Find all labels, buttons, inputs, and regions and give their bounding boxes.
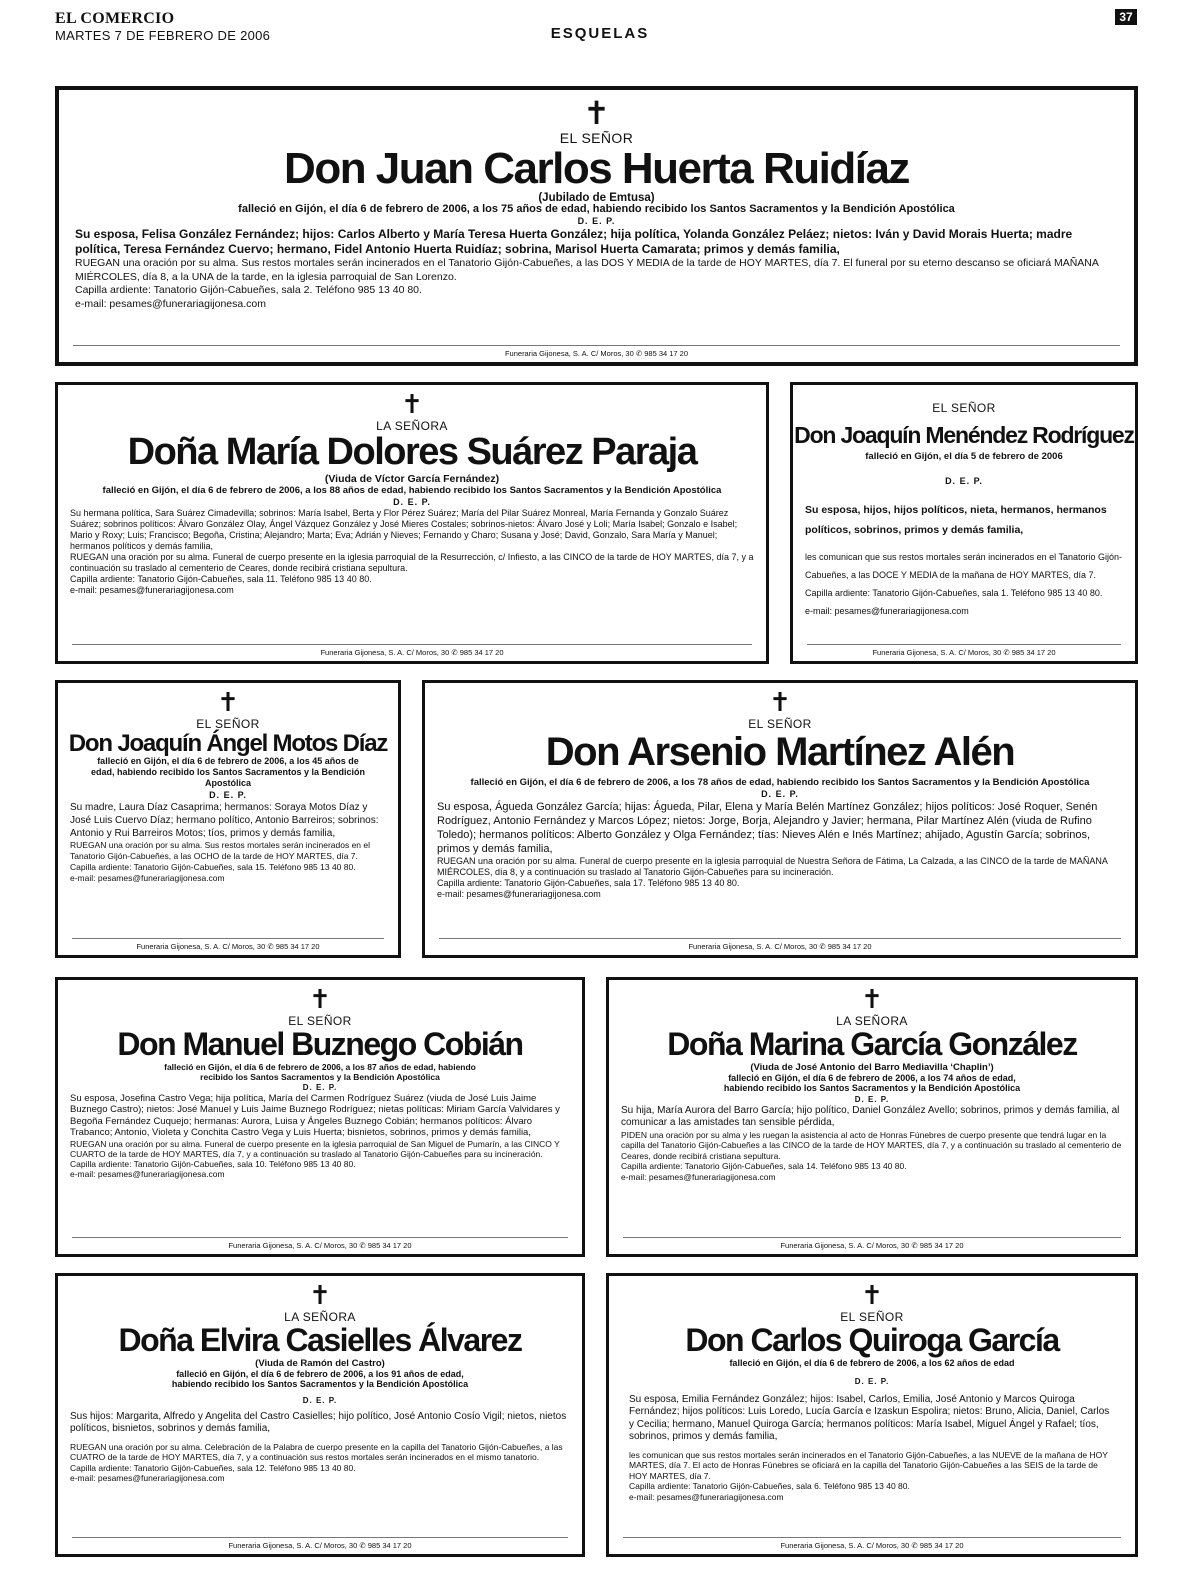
cross-icon: ✝	[401, 390, 423, 420]
chapel-info: Capilla ardiente: Tanatorio Gijón-Cabueñes, sala 10. Teléfono 985 13 40 80.	[70, 1158, 356, 1169]
family-list: Su esposa, hijos, hijos políticos, nieta, hermanos, hermanos políticos, sobrinos, primos y demás familia,	[805, 504, 1107, 537]
section-title: ESQUELAS	[550, 25, 650, 42]
service-details: RUEGAN una oración por su alma. Funeral de cuerpo presente en la iglesia parroquial de San Miguel de Pumarín, a las CINCO Y CUARTO de la tarde de HOY MARTES, día 7, y a continuación su traslado al Tanatorio Gijón-Cabueñes para su incineración.	[70, 1138, 560, 1159]
funeral-home-footer: Funeraria Gijonesa, S. A. C/ Moros, 30 ✆ 985 34 17 20	[504, 349, 689, 358]
chapel-info: Capilla ardiente: Tanatorio Gijón-Cabueñes, sala 11. Teléfono 985 13 40 80.	[70, 573, 372, 584]
funeral-home-footer: Funeraria Gijonesa, S. A. C/ Moros, 30 ✆ 985 34 17 20	[228, 1241, 412, 1250]
deceased-name: Don Joaquín Menéndez Rodríguez	[794, 422, 1134, 448]
email-contact: e-mail: pesames@funerariagijonesa.com	[437, 889, 601, 899]
email-contact: e-mail: pesames@funerariagijonesa.com	[70, 1473, 225, 1484]
death-notice: falleció en Gijón, el día 6 de febrero de 2006, a los 62 años de edad	[729, 1357, 1015, 1368]
cross-icon: ✝	[309, 1281, 331, 1311]
funeral-home-footer: Funeraria Gijonesa, S. A. C/ Moros, 30 ✆ 985 34 17 20	[228, 1541, 412, 1550]
obituary-card	[55, 382, 769, 664]
family-list: Su hermana política, Sara Suárez Cimadevilla; sobrinos: María Isabel, Berta y Flor Pérez Suárez; María del Pilar Suárez Monreal, María Fernanda y Gonzalo Suárez Suárez; sobrinos políticos: Álvaro González Olay, Ángel Vázquez González y José Mieres Costales; sobrinos-nietos: Álvaro José y Loli; María Isabel; Gonzalo e Isabel; Mario y Roxy; Luis; Francisco; Begoña, Cristina; Alejandro; Marta; Eva; Adrián y Nieves; Fernando y Charo; Susana y José; David, Gonzalo, Sara María y Manuel; hermanos políticos y demás familia,	[70, 507, 738, 551]
honorific: EL SEÑOR	[748, 717, 812, 731]
dep-label: D. E. P.	[854, 1376, 890, 1386]
deceased-subtitle: (Viuda de José Antonio del Barro Mediavilla ‘Chaplin’)	[750, 1061, 994, 1073]
obituary-card	[55, 977, 585, 1257]
deceased-name: Doña María Dolores Suárez Paraja	[127, 431, 697, 473]
dep-label: D. E. P.	[302, 1082, 338, 1092]
dep-label: D. E. P.	[577, 216, 616, 227]
newspaper-name: EL COMERCIO	[55, 10, 175, 27]
cross-icon: ✝	[309, 985, 331, 1015]
family-list: Su esposa, Josefina Castro Vega; hija política, María del Carmen Rodríguez Suárez (viuda de José Luis Jaime Buznego Castro); nietos: José Manuel y Luis Jaime Buznego Rodríguez; nietas políticas: Miriam García Valvidares y Begoña Fernández Cuquejo; hermanas: Aurora, Luisa y Ángeles Buznego Cobián; hermanos políticos: Álvaro Trabanco; Antonio, Violeta y Conchita Castro Vega y Luis Huerta; bisnietos, sobrinos, primos y demás familia,	[70, 1092, 560, 1139]
dep-label: D. E. P.	[761, 789, 799, 799]
death-notice: falleció en Gijón, el día 5 de febrero de 2006	[865, 451, 1063, 463]
issue-date: MARTES 7 DE FEBRERO DE 2006	[55, 28, 271, 43]
family-list: Su madre, Laura Díaz Casaprima; hermanos: Soraya Motos Díaz y José Luis Cuervo Díaz; hermano político, Antonio Barreiros; sobrinos: Antonio y Rui Barreiros Motos; tíos, primos y demás familia,	[70, 802, 379, 840]
footer-rule	[623, 1237, 1121, 1238]
deceased-name: Don Arsenio Martínez Alén	[545, 730, 1015, 774]
chapel-info: Capilla ardiente: Tanatorio Gijón-Cabueñes, sala 2. Teléfono 985 13 40 80.	[75, 284, 422, 297]
dep-label: D. E. P.	[302, 1395, 338, 1405]
obituary-card	[606, 1273, 1138, 1557]
cross-icon: ✝	[861, 985, 883, 1015]
dep-label: D. E. P.	[945, 476, 983, 487]
honorific: EL SEÑOR	[559, 130, 634, 146]
funeral-home-footer: Funeraria Gijonesa, S. A. C/ Moros, 30 ✆ 985 34 17 20	[872, 648, 1056, 657]
funeral-home-footer: Funeraria Gijonesa, S. A. C/ Moros, 30 ✆ 985 34 17 20	[780, 1541, 964, 1550]
email-contact: e-mail: pesames@funerariagijonesa.com	[805, 606, 969, 617]
dep-label: D. E. P.	[854, 1094, 890, 1104]
obituary-card	[55, 680, 401, 958]
service-details: RUEGAN una oración por su alma. Funeral de cuerpo presente en la iglesia parroquial de la Resurrección, c/ Infiesto, a las CINCO de la tarde de HOY MARTES, día 7, y a continuación su traslado al cementerio de Ceares, donde recibirá cristiana sepultura.	[70, 551, 754, 573]
footer-rule	[72, 644, 752, 645]
dep-label: D. E. P.	[209, 790, 247, 801]
death-notice: falleció en Gijón, el día 6 de febrero de 2006, a los 78 años de edad, habiendo recibido los Santos Sacramentos y la Bendición Apostólica	[470, 777, 1090, 788]
chapel-info: Capilla ardiente: Tanatorio Gijón-Cabueñes, sala 15. Teléfono 985 13 40 80.	[70, 862, 356, 873]
honorific: EL SEÑOR	[840, 1310, 904, 1324]
funeral-home-footer: Funeraria Gijonesa, S. A. C/ Moros, 30 ✆ 985 34 17 20	[688, 942, 872, 951]
family-list: Su esposa, Emilia Fernández González; hijos: Isabel, Carlos, Emilia, José Antonio y Marcos Quiroga Fernández; hijos políticos: Luis Loredo, Lucía García e Izaskun Espolira; nietos: Bruno, Alicia, Daniel, Carlos y Cecilia; hermano, Manuel Quiroga García; hermanos políticos: María Isabel, Miguel Ángel y Rafael; tíos, sobrinos, primos y demás familia,	[629, 1393, 1110, 1443]
chapel-info: Capilla ardiente: Tanatorio Gijón-Cabueñes, sala 6. Teléfono 985 13 40 80.	[629, 1481, 910, 1492]
deceased-name: Don Joaquín Ángel Motos Díaz	[68, 730, 388, 757]
death-notice: falleció en Gijón, el día 6 de febrero de 2006, a los 87 años de edad, habiendo recibido los Santos Sacramentos y la Bendición Apostólica	[164, 1061, 476, 1082]
footer-rule	[72, 1537, 568, 1538]
email-contact: e-mail: pesames@funerariagijonesa.com	[70, 873, 225, 884]
honorific: EL SEÑOR	[196, 717, 260, 731]
page-number: 37	[1115, 9, 1137, 25]
funeral-home-footer: Funeraria Gijonesa, S. A. C/ Moros, 30 ✆ 985 34 17 20	[136, 942, 320, 951]
email-contact: e-mail: pesames@funerariagijonesa.com	[75, 297, 266, 310]
email-contact: e-mail: pesames@funerariagijonesa.com	[621, 1171, 776, 1182]
footer-rule	[439, 938, 1121, 939]
honorific: LA SEÑORA	[284, 1310, 356, 1324]
honorific: LA SEÑORA	[376, 419, 448, 433]
service-details: PIDEN una oración por su alma y les ruegan la asistencia al acto de Honras Fúnebres de cuerpo presente que tendrá lugar en la capilla del Tanatorio Gijón-Cabueñes a las CINCO de la tarde de HOY MARTES, día 7, y a continuación su traslado al cementerio de Ceares, donde recibirá cristiana sepultura.	[621, 1129, 1122, 1161]
footer-rule	[73, 345, 1120, 346]
obituary-card	[55, 86, 1138, 366]
death-notice: falleció en Gijón, el día 6 de febrero de 2006, a los 88 años de edad, habiendo recibido los Santos Sacramentos y la Bendición Apostólica	[102, 484, 722, 496]
funeral-home-footer: Funeraria Gijonesa, S. A. C/ Moros, 30 ✆ 985 34 17 20	[780, 1241, 964, 1250]
footer-rule	[807, 644, 1121, 645]
footer-rule	[72, 1237, 568, 1238]
service-details: les comunican que sus restos mortales serán incinerados en el Tanatorio Gijón-Cabueñes, a las NUEVE de la mañana de HOY MARTES, día 7. El acto de Honras Fúnebres se oficiará en la capilla del Tanatorio Gijón-Cabueñes a las SEIS de la tarde de HOY MARTES, día 7.	[629, 1449, 1108, 1481]
email-contact: e-mail: pesames@funerariagijonesa.com	[629, 1491, 784, 1502]
family-list: Su esposa, Felisa González Fernández; hijos: Carlos Alberto y María Teresa Huerta González; hija política, Yolanda González Peláez; nietos: Iván y David Morais Huerta; madre política, Teresa Fernández Cuervo; hermano, Fidel Antonio Huerta Ruidíaz; sobrina, Marisol Huerta Camarata; primos y demás familia,	[75, 227, 1073, 257]
obituary-card	[606, 977, 1138, 1257]
deceased-subtitle: (Jubilado de Emtusa)	[538, 192, 655, 205]
footer-rule	[72, 938, 384, 939]
family-list: Sus hijos: Margarita, Alfredo y Angelita del Castro Casielles; hijo político, José Antonio Cosío Vigil; nietos, nietos políticos, bisnietos, sobrinos y demás familia,	[70, 1410, 567, 1435]
obituary-card	[790, 382, 1138, 664]
deceased-name: Don Carlos Quiroga García	[685, 1322, 1059, 1358]
service-details: RUEGAN una oración por su alma. Sus restos mortales serán incinerados en el Tanatorio Gijón-Cabueñes, a las DOS Y MEDIA de la tarde de HOY MARTES, día 7. El funeral por su eterno descanso se oficiará MAÑANA MIÉRCOLES, día 8, a la UNA de la tarde, en la iglesia parroquial de San Lorenzo.	[75, 257, 1099, 283]
service-details: RUEGAN una oración por su alma. Celebración de la Palabra de cuerpo presente en la capilla del Tanatorio Gijón-Cabueñes, a las CUATRO de la tarde de HOY MARTES, día 7, y a continuación sus restos mortales serán incinerados en el mismo tanatorio.	[70, 1441, 563, 1463]
chapel-info: Capilla ardiente: Tanatorio Gijón-Cabueñes, sala 1. Teléfono 985 13 40 80.	[805, 588, 1103, 599]
chapel-info: Capilla ardiente: Tanatorio Gijón-Cabueñes, sala 17. Teléfono 985 13 40 80.	[437, 878, 740, 888]
service-details: RUEGAN una oración por su alma. Funeral de cuerpo presente en la iglesia parroquial de Nuestra Señora de Fátima, La Calzada, a las CINCO de la tarde de MAÑANA MIÉRCOLES, día 8, y a continuación su traslado al Tanatorio Gijón-Cabueñes para su incineración.	[437, 856, 1108, 877]
cross-icon: ✝	[583, 94, 610, 132]
deceased-name: Doña Elvira Casielles Álvarez	[118, 1322, 522, 1358]
honorific: LA SEÑORA	[836, 1014, 908, 1028]
death-notice: falleció en Gijón, el día 6 de febrero de 2006, a los 91 años de edad, habiendo recibido los Santos Sacramentos y la Bendición Apostólica	[171, 1368, 469, 1390]
footer-rule	[623, 1537, 1121, 1538]
death-notice: falleció en Gijón, el día 6 de febrero de 2006, a los 75 años de edad, habiendo recibido los Santos Sacramentos y la Bendición Apostólica	[238, 203, 955, 216]
deceased-subtitle: (Viuda de Ramón del Castro)	[255, 1357, 385, 1369]
deceased-name: Don Juan Carlos Huerta Ruidíaz	[284, 144, 909, 193]
honorific: EL SEÑOR	[288, 1014, 352, 1028]
email-contact: e-mail: pesames@funerariagijonesa.com	[70, 584, 234, 595]
death-notice: falleció en Gijón, el día 6 de febrero de 2006, a los 74 años de edad, habiendo recibido los Santos Sacramentos y la Bendición Apostólica	[723, 1072, 1021, 1094]
deceased-name: Don Manuel Buznego Cobián	[117, 1026, 523, 1062]
family-list: Su hija, María Aurora del Barro García; hijo político, Daniel González Avello; sobrinos, primos y demás familia, al comunicar a las amistades tan sensible pérdida,	[621, 1104, 1120, 1129]
cross-icon: ✝	[217, 688, 239, 718]
funeral-home-footer: Funeraria Gijonesa, S. A. C/ Moros, 30 ✆ 985 34 17 20	[320, 648, 504, 657]
family-list: Su esposa, Águeda González García; hijas: Águeda, Pilar, Elena y María Belén Martínez González; hijos políticos: José Roquer, Senén Rodríguez, Antonio Fernández y Marcos López; nietos: Jorge, Borja, Alejandro y Javier; hermana, Pilar Martínez Alén (viuda de Rufino Toledo); hermanos políticos: Alberto González y Olga Fernández; tías: Nieves Alén e Inés Martínez; ahijado, Agustín García; sobrinos, primos y demás familia,	[437, 801, 1098, 855]
deceased-subtitle: (Viuda de Víctor García Fernández)	[324, 472, 500, 485]
obituary-card	[55, 1273, 585, 1557]
cross-icon: ✝	[769, 688, 791, 718]
chapel-info: Capilla ardiente: Tanatorio Gijón-Cabueñes, sala 12. Teléfono 985 13 40 80.	[70, 1462, 356, 1473]
deceased-name: Doña Marina García González	[667, 1026, 1077, 1062]
service-details: RUEGAN una oración por su alma. Sus restos mortales serán incinerados en el Tanatorio Gijón-Cabueñes, a las OCHO de la tarde de HOY MARTES, día 7.	[70, 840, 371, 862]
obituary-card	[422, 680, 1138, 958]
honorific: EL SEÑOR	[932, 401, 996, 415]
email-contact: e-mail: pesames@funerariagijonesa.com	[70, 1168, 225, 1179]
death-notice: falleció en Gijón, el día 6 de febrero de 2006, a los 45 años de edad, habiendo recibido los Santos Sacramentos y la Bendición Apostólica	[90, 756, 366, 789]
service-details: les comunican que sus restos mortales serán incinerados en el Tanatorio Gijón-Cabueñes, a las DOCE Y MEDIA de la mañana de HOY MARTES, día 7.	[805, 552, 1122, 581]
cross-icon: ✝	[861, 1281, 883, 1311]
chapel-info: Capilla ardiente: Tanatorio Gijón-Cabueñes, sala 14. Teléfono 985 13 40 80.	[621, 1161, 907, 1172]
dep-label: D. E. P.	[393, 496, 431, 507]
